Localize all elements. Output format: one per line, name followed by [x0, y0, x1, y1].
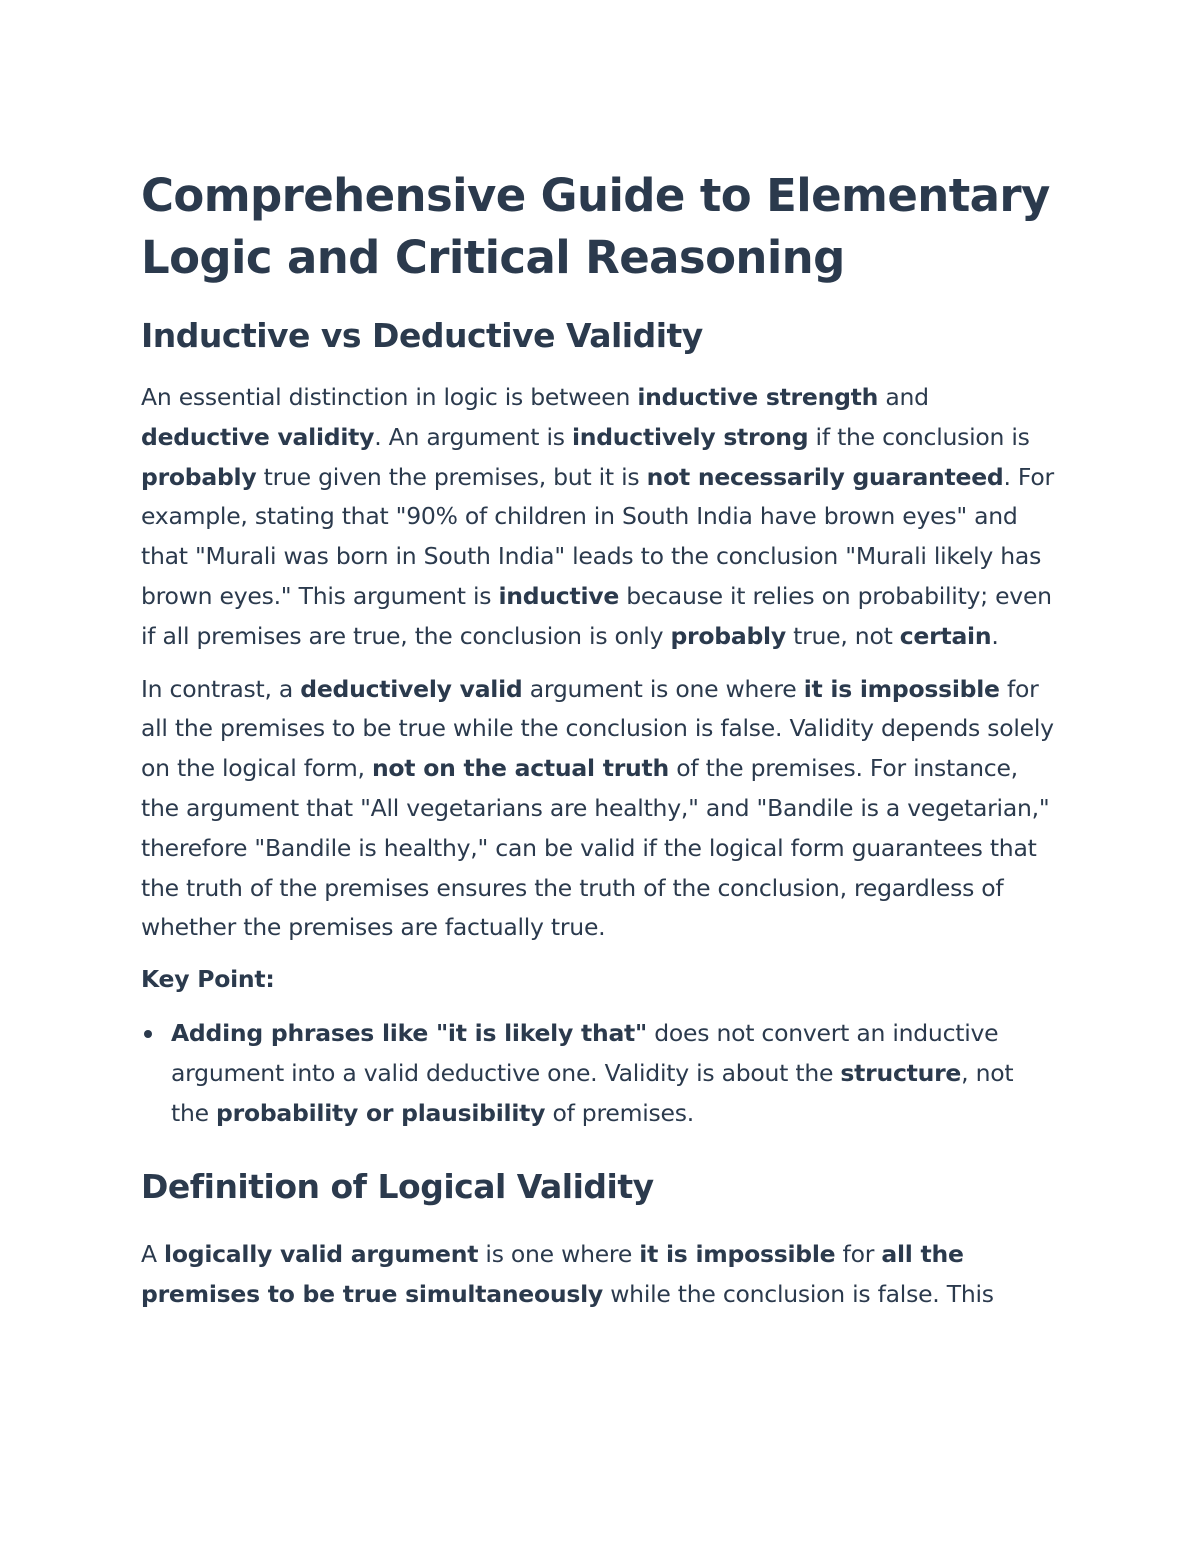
- text-run: argument is one where: [522, 674, 804, 703]
- bold-run: not on the actual truth: [371, 754, 669, 783]
- text-run: does not convert an inductive argument into a valid deductive one. Validity is about the: [171, 1018, 999, 1087]
- bold-run: inductive: [498, 581, 620, 610]
- bold-run: deductively valid: [300, 674, 523, 703]
- bold-run: it is impossible: [639, 1240, 836, 1269]
- bold-run: probably: [670, 621, 786, 650]
- text-run: for all the premises to be true while the conclusion is false. Validity depends solely on the logical form,: [141, 674, 1054, 783]
- bold-run: all the premises to be true simultaneously: [141, 1240, 964, 1309]
- bold-run: probably: [141, 462, 257, 491]
- text-run: because it relies on probability; even if all premises are true, the conclusion is only: [141, 581, 1052, 650]
- section-heading-logical-validity: Definition of Logical Validity: [141, 1167, 654, 1207]
- bold-run: it is impossible: [803, 674, 1000, 703]
- bold-run: Key Point:: [141, 965, 275, 994]
- text-run: .: [991, 621, 999, 650]
- bold-run: inductively strong: [571, 422, 809, 451]
- bold-run: probability or plausibility: [216, 1098, 546, 1127]
- bold-run: logically valid argument: [164, 1240, 479, 1269]
- document-page: [141, 165, 1056, 1315]
- text-run: true given the premises, but it is: [256, 462, 647, 491]
- text-run: of the premises. For instance, the argument that "All vegetarians are healthy," and "Bandile is a vegetarian," therefore "Bandile is healthy," can be valid if the logical form guarantees that the truth of the premises ensures the truth of the conclusion, regardless of whether the premises are factually true.: [141, 754, 1050, 942]
- text-run: true, not: [785, 621, 900, 650]
- text-run: , not the: [171, 1058, 1014, 1127]
- text-run: for: [835, 1240, 882, 1269]
- list-item: [141, 1014, 1056, 1133]
- section-heading-inductive-deductive: Inductive vs Deductive Validity: [141, 316, 703, 355]
- bold-run: Adding phrases like "it is likely that": [171, 1018, 648, 1047]
- text-run: and: [878, 383, 929, 411]
- paragraph-logical-validity-definition: [141, 1235, 1056, 1315]
- text-run: of premises.: [545, 1098, 694, 1127]
- bold-run: deductive validity: [141, 422, 375, 451]
- text-run: if the conclusion is: [808, 422, 1030, 451]
- text-run: . An argument is: [374, 422, 572, 451]
- bold-run: not necessarily guaranteed: [646, 462, 1004, 491]
- text-run: is one where: [478, 1240, 640, 1269]
- text-run: while the conclusion is false. This: [602, 1280, 994, 1309]
- text-run: An essential distinction in logic is between: [141, 383, 638, 411]
- paragraph-inductive-strength: [141, 378, 1056, 657]
- paragraph-deductive-validity: [141, 670, 1056, 949]
- bold-run: certain: [899, 621, 992, 650]
- key-point-label: [141, 960, 1056, 1000]
- text-run: In contrast, a: [141, 674, 301, 703]
- text-run: . For example, stating that "90% of children in South India have brown eyes" and that "Murali was born in South India" leads to the conclusion "Murali likely has brown eyes." This argument is: [141, 462, 1054, 610]
- key-point-list: [141, 1014, 1056, 1133]
- bold-run: structure: [840, 1058, 962, 1087]
- bold-run: inductive strength: [637, 383, 879, 411]
- text-run: A: [141, 1240, 165, 1269]
- page-title: Comprehensive Guide to Elementary Logic and Critical Reasoning: [141, 169, 1050, 284]
